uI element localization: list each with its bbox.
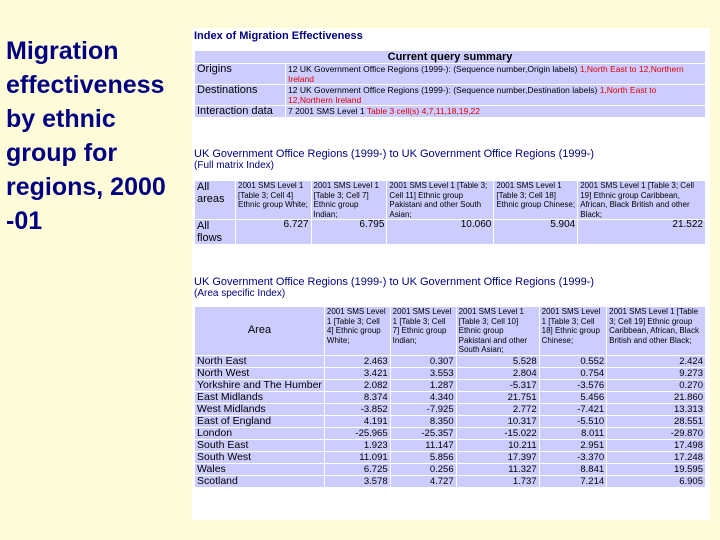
table-row xyxy=(195,379,706,391)
area-row-name: West Midlands xyxy=(195,403,325,415)
table-row xyxy=(195,403,706,415)
area-cell: 4.191 xyxy=(324,415,390,427)
area-cell: 17.248 xyxy=(607,451,706,463)
matrix-col-header: 2001 SMS Level 1 [Table 3; Cell 11] Ethnic group Pakistani and other South Asian; xyxy=(387,181,494,220)
summary-text: 12 UK Government Office Regions (1999-): (Sequence number,Destination labels) xyxy=(288,85,600,95)
area-cell: 28.551 xyxy=(607,415,706,427)
table-row xyxy=(195,355,706,367)
area-specific-table xyxy=(194,306,706,488)
area-cell: 2.804 xyxy=(456,367,539,379)
query-result-panel xyxy=(192,28,710,520)
area-cell: -3.576 xyxy=(539,379,607,391)
area-cell: 8.374 xyxy=(324,391,390,403)
area-cell: 7.214 xyxy=(539,475,607,487)
area-row-name: South East xyxy=(195,439,325,451)
area-cell: 2.082 xyxy=(324,379,390,391)
area-cell: 10.211 xyxy=(456,439,539,451)
table-row xyxy=(195,475,706,487)
table-row xyxy=(195,451,706,463)
area-cell: 6.725 xyxy=(324,463,390,475)
matrix-col-header: 2001 SMS Level 1 [Table 3; Cell 19] Ethnic group Caribbean, African, Black British and other Black; xyxy=(578,181,706,220)
area-cell: 9.273 xyxy=(607,367,706,379)
area-cell: 5.456 xyxy=(539,391,607,403)
summary-row-destinations xyxy=(195,85,706,106)
area-cell: 2.424 xyxy=(607,355,706,367)
summary-highlight[interactable]: Table 3 cell(s) 4,7,11,18,19,22 xyxy=(366,106,481,116)
area-cell: 4.727 xyxy=(390,475,456,487)
area-cell: 11.147 xyxy=(390,439,456,451)
area-cell: 3.421 xyxy=(324,367,390,379)
full-matrix-heading xyxy=(194,148,594,172)
full-matrix-subtitle: (Full matrix Index) xyxy=(194,160,275,171)
summary-header: Current query summary xyxy=(195,51,706,64)
area-cell: 8.011 xyxy=(539,427,607,439)
summary-value xyxy=(286,85,706,106)
area-cell: -3.370 xyxy=(539,451,607,463)
area-cell: 11.327 xyxy=(456,463,539,475)
area-cell: 6.905 xyxy=(607,475,706,487)
area-cell: -7.925 xyxy=(390,403,456,415)
area-row-name: South West xyxy=(195,451,325,463)
area-header-row xyxy=(195,307,706,356)
table-row xyxy=(195,367,706,379)
area-cell: 4.340 xyxy=(390,391,456,403)
area-cell: 1.923 xyxy=(324,439,390,451)
table-row xyxy=(195,463,706,475)
area-cell: 17.498 xyxy=(607,439,706,451)
area-cell: 5.856 xyxy=(390,451,456,463)
matrix-data-row xyxy=(195,220,706,245)
area-col-header: 2001 SMS Level 1 [Table 3; Cell 7] Ethnic group Indian; xyxy=(390,307,456,356)
area-specific-subtitle: (Area specific Index) xyxy=(194,288,286,299)
area-cell: 13.313 xyxy=(607,403,706,415)
matrix-cell: 6.795 xyxy=(311,220,387,245)
area-cell: 8.841 xyxy=(539,463,607,475)
summary-row-interaction xyxy=(195,106,706,118)
matrix-cell: 21.522 xyxy=(578,220,706,245)
area-row-name: Wales xyxy=(195,463,325,475)
matrix-header-row xyxy=(195,181,706,220)
area-row-name: North West xyxy=(195,367,325,379)
area-cell: 21.860 xyxy=(607,391,706,403)
area-cell: -25.965 xyxy=(324,427,390,439)
summary-value xyxy=(286,106,706,118)
area-specific-title: UK Government Office Regions (1999-) to UK Government Office Regions (1999-) xyxy=(194,276,595,288)
index-title: Index of Migration Effectiveness xyxy=(194,30,363,42)
area-cell: -15.022 xyxy=(456,427,539,439)
area-row-name: Yorkshire and The Humber xyxy=(195,379,325,391)
area-cell: 0.256 xyxy=(390,463,456,475)
area-specific-heading xyxy=(194,276,594,300)
area-cell: -5.510 xyxy=(539,415,607,427)
area-col-header: 2001 SMS Level 1 [Table 3; Cell 10] Ethnic group Pakistani and other South Asian; xyxy=(456,307,539,356)
area-cell: 2.772 xyxy=(456,403,539,415)
matrix-cell: 6.727 xyxy=(236,220,312,245)
area-cell: 3.578 xyxy=(324,475,390,487)
area-row-name: London xyxy=(195,427,325,439)
area-cell: -7.421 xyxy=(539,403,607,415)
slide-title: Migration effectiveness by ethnic group for regions, 2000 -01 xyxy=(6,37,166,235)
matrix-cell: 5.904 xyxy=(494,220,578,245)
area-cell: 11.091 xyxy=(324,451,390,463)
area-row-name: East Midlands xyxy=(195,391,325,403)
area-col-header: 2001 SMS Level 1 [Table 3; Cell 18] Ethnic group Chinese; xyxy=(539,307,607,356)
area-cell: 3.553 xyxy=(390,367,456,379)
area-cell: -29.870 xyxy=(607,427,706,439)
summary-value xyxy=(286,64,706,85)
area-col-header: 2001 SMS Level 1 [Table 3; Cell 19] Ethnic group Caribbean, African, Black British and other Black; xyxy=(607,307,706,356)
matrix-row-label: All flows xyxy=(195,220,236,245)
summary-text: 12 UK Government Office Regions (1999-): (Sequence number,Origin labels) xyxy=(288,64,580,74)
area-row-name: North East xyxy=(195,355,325,367)
area-cell: -3.852 xyxy=(324,403,390,415)
area-cell: 2.463 xyxy=(324,355,390,367)
area-cell: 5.528 xyxy=(456,355,539,367)
matrix-corner: All areas xyxy=(195,181,236,220)
table-row xyxy=(195,391,706,403)
area-column-label: Area xyxy=(195,307,325,356)
summary-highlight[interactable]: 1,North East to 12,Northern Ireland xyxy=(288,64,684,84)
summary-label: Origins xyxy=(195,64,286,85)
matrix-col-header: 2001 SMS Level 1 [Table 3; Cell 18] Ethnic group Chinese; xyxy=(494,181,578,220)
summary-row-origins xyxy=(195,64,706,85)
table-row xyxy=(195,427,706,439)
area-cell: 10.317 xyxy=(456,415,539,427)
matrix-col-header: 2001 SMS Level 1 [Table 3; Cell 4] Ethnic group White; xyxy=(236,181,312,220)
full-matrix-table xyxy=(194,180,706,245)
area-cell: 0.307 xyxy=(390,355,456,367)
full-matrix-title: UK Government Office Regions (1999-) to UK Government Office Regions (1999-) xyxy=(194,148,595,160)
area-cell: -5.317 xyxy=(456,379,539,391)
table-row xyxy=(195,415,706,427)
area-row-name: Scotland xyxy=(195,475,325,487)
summary-label: Interaction data xyxy=(195,106,286,118)
area-cell: 0.270 xyxy=(607,379,706,391)
matrix-cell: 10.060 xyxy=(387,220,494,245)
area-cell: 19.595 xyxy=(607,463,706,475)
summary-highlight[interactable]: 1,North East to 12,Northern Ireland xyxy=(288,85,657,105)
summary-header-row xyxy=(195,51,706,64)
area-cell: 0.754 xyxy=(539,367,607,379)
query-summary-table xyxy=(194,50,706,118)
area-row-name: East of England xyxy=(195,415,325,427)
area-cell: 2.951 xyxy=(539,439,607,451)
area-cell: 17.397 xyxy=(456,451,539,463)
area-cell: 21.751 xyxy=(456,391,539,403)
matrix-col-header: 2001 SMS Level 1 [Table 3; Cell 7] Ethnic group Indian; xyxy=(311,181,387,220)
area-cell: 1.287 xyxy=(390,379,456,391)
area-col-header: 2001 SMS Level 1 [Table 3; Cell 4] Ethnic group White; xyxy=(324,307,390,356)
area-cell: -25.357 xyxy=(390,427,456,439)
area-cell: 1.737 xyxy=(456,475,539,487)
table-row xyxy=(195,439,706,451)
area-cell: 8.350 xyxy=(390,415,456,427)
summary-text: 7 2001 SMS Level 1 xyxy=(288,106,367,116)
area-cell: 0.552 xyxy=(539,355,607,367)
summary-label: Destinations xyxy=(195,85,286,106)
